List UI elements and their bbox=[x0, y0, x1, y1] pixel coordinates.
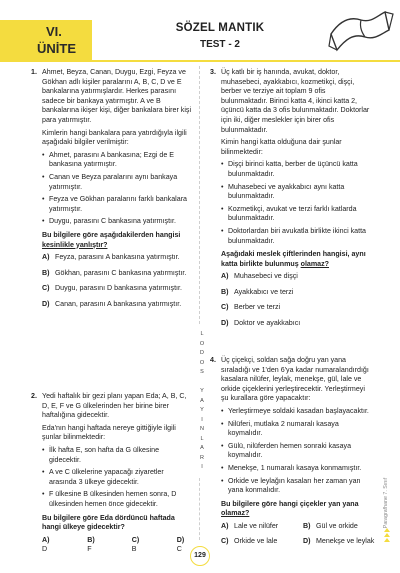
question-lead: Eda'nın hangi haftada nereye gittiğiyle ilgili şunlar bilinmektedir: bbox=[42, 423, 176, 442]
option-b[interactable]: B) Gökhan, parasını C bankasına yatırmıştır. bbox=[42, 268, 187, 277]
fact-item: • Ahmet, parasını A bankasına; Ezgi de E bankasına yatırmıştır. bbox=[42, 151, 192, 170]
question-2 bbox=[31, 392, 192, 555]
question-4 bbox=[210, 356, 375, 546]
option-d[interactable]: D)C bbox=[176, 535, 185, 554]
fact-item: • Muhasebeci ve ayakkabıcı aynı katta bulunmaktadır. bbox=[221, 183, 371, 202]
fact-item: • A ve C ülkelerine yapacağı ziyaretler arasında 3 ülkeye gidecektir. bbox=[42, 468, 192, 487]
option-b[interactable]: B) Ayakkabıcı ve terzi bbox=[221, 287, 294, 296]
page-title: SÖZEL MANTIK bbox=[175, 22, 265, 34]
book-title-sidebar: Paragrafhane 7. Sınıf bbox=[383, 477, 389, 529]
chevron-up-icon bbox=[384, 533, 390, 537]
question-number: 3. bbox=[210, 68, 216, 76]
fact-item: • Feyza ve Gökhan paralarını farklı bankalara yatırmıştır. bbox=[42, 195, 192, 214]
fact-item: • Nilüferi, mutlaka 2 numaralı kasaya koymalıdır. bbox=[221, 420, 371, 439]
option-c[interactable]: C) Orkide ve lale bbox=[221, 536, 278, 545]
fact-item: • Canan ve Beyza paralarını aynı bankaya yatırmıştır. bbox=[42, 173, 192, 192]
fact-item: • Kozmetikçi, avukat ve terzi farklı katlarda bulunmaktadır. bbox=[221, 205, 371, 224]
option-d[interactable]: D) Doktor ve ayakkabıcı bbox=[221, 319, 301, 328]
option-d[interactable]: D) Canan, parasını A bankasına yatırmıştır. bbox=[42, 299, 182, 308]
question-lead: Kimlerin hangi bankalara para yatırdığıyla ilgili aşağıdaki bilgiler verilmiştir: bbox=[42, 128, 187, 147]
question-intro: Ahmet, Beyza, Canan, Duygu, Ezgi, Feyza ve Gökhan adlı kişiler paralarını A, B, C, D ve E bankalarına yatırmışlardır. Herkes parasını sadece bir bankaya yatırmıştır. A ve B bankalarına ikişer kişi, diğer bankalara birer kişi para yatırmıştır. bbox=[42, 68, 192, 124]
option-b[interactable]: B) Gül ve orkide bbox=[303, 521, 358, 530]
fact-item: • Orkide ve leylağın kasaları her zaman yan yana konmalıdır. bbox=[221, 477, 371, 496]
fact-item: • Doktorlardan biri avukatla birlikte ikinci katta bulunmaktadır. bbox=[221, 227, 371, 246]
option-a[interactable]: A) Lale ve nilüfer bbox=[221, 521, 279, 530]
question-prompt: Bu bilgilere göre Eda dördüncü haftada hangi ülkeye gidecektir? bbox=[42, 513, 175, 532]
question-lead: Kimin hangi katta olduğuna dair şunlar bilinmektedir: bbox=[221, 138, 342, 156]
option-a[interactable]: A)D bbox=[42, 535, 50, 554]
question-intro: Üç katlı bir iş hanında, avukat, doktor, muhasebeci, ayakkabıcı, kozmetikçi, dişçi, berber ve terziye ait toplam 9 ofis bulunmaktadır. Birinci katta 4, ikinci katta 2, üçüncü katta da 3 ofis bulunmaktadır. Doktorlar için iki, diğer meslekler için birer ofis bulunmaktadır. bbox=[221, 68, 370, 134]
fact-item: • Menekşe, 1 numaralı kasaya konmamıştır. bbox=[221, 464, 371, 474]
fact-item: • İlk hafta E, son hafta da G ülkesine gidecektir. bbox=[42, 446, 192, 465]
question-number: 4. bbox=[210, 356, 216, 364]
chevron-up-icon bbox=[384, 538, 390, 542]
test-title: TEST - 2 bbox=[199, 39, 240, 50]
answer-options bbox=[221, 521, 375, 546]
unit-badge bbox=[0, 20, 92, 62]
option-c[interactable]: C) Duygu, parasını D bankasına yatırmıştır. bbox=[42, 284, 182, 293]
option-c[interactable]: C) Berber ve terzi bbox=[221, 303, 281, 312]
fact-item: • Dişçi birinci katta, berber de üçüncü katta bulunmaktadır. bbox=[221, 160, 371, 179]
option-c[interactable]: C)B bbox=[131, 535, 140, 554]
unit-number: VI. bbox=[46, 24, 62, 39]
question-number: 2. bbox=[31, 392, 37, 400]
answer-options bbox=[221, 272, 371, 328]
chevron-up-icon bbox=[384, 528, 390, 532]
fact-item: • Duygu, parasını C bankasına yatırmıştır. bbox=[42, 217, 192, 227]
option-b[interactable]: B)F bbox=[87, 535, 95, 554]
question-3 bbox=[210, 68, 371, 335]
fact-item: • Yerleştirmeye soldaki kasadan başlayacaktır. bbox=[221, 407, 371, 417]
question-prompt: Aşağıdaki meslek çiftlerinden hangisi, aynı katta birlikte bulunmuş olamaz? bbox=[221, 250, 366, 268]
question-number: 1. bbox=[31, 68, 37, 76]
question-prompt: Bu bilgilere göre hangi çiçekler yan yana olamaz? bbox=[221, 499, 359, 518]
question-intro: Üç çiçekçi, soldan sağa doğru yan yana sıraladığı ve 1'den 6'ya kadar numaralandırdığı kasalara nilüfer, leylak, menekşe, gül, lale ve orkide çiçeklerini yerleştirecektir. Yerleştirmeyi şu kurallara göre yapacaktır: bbox=[221, 356, 369, 403]
option-a[interactable]: A) Feyza, parasını A bankasına yatırmıştır. bbox=[42, 253, 180, 262]
fact-item: • Gülü, nilüferden hemen sonraki kasaya koymalıdır. bbox=[221, 442, 371, 461]
publisher-vertical-text: L O D O S Y A Y I N L A R I bbox=[199, 331, 205, 470]
option-a[interactable]: A) Muhasebeci ve dişçi bbox=[221, 272, 298, 281]
question-prompt: Bu bilgilere göre aşağıdakilerden hangisi kesinlikle yanlıştır? bbox=[42, 230, 181, 249]
question-1 bbox=[31, 68, 192, 315]
option-d[interactable]: D) Menekşe ve leylak bbox=[303, 536, 375, 545]
header-rule bbox=[92, 60, 400, 62]
unit-label: ÜNİTE bbox=[37, 41, 76, 56]
answer-options bbox=[42, 536, 192, 555]
fact-item: • F ülkesine B ülkesinden hemen sonra, D ülkesinden hemen önce gidecektir. bbox=[42, 490, 192, 509]
page-number: 129 bbox=[190, 546, 210, 566]
question-intro: Yedi haftalık bir gezi planı yapan Eda; A, B, C, D, E, F ve G ülkelerinden her birine birer haftalığına gidecektir. bbox=[42, 392, 187, 420]
column-divider-bottom bbox=[199, 478, 200, 540]
ribbon-scroll-icon bbox=[325, 4, 395, 56]
column-divider-top bbox=[199, 66, 200, 324]
answer-options bbox=[42, 253, 192, 309]
